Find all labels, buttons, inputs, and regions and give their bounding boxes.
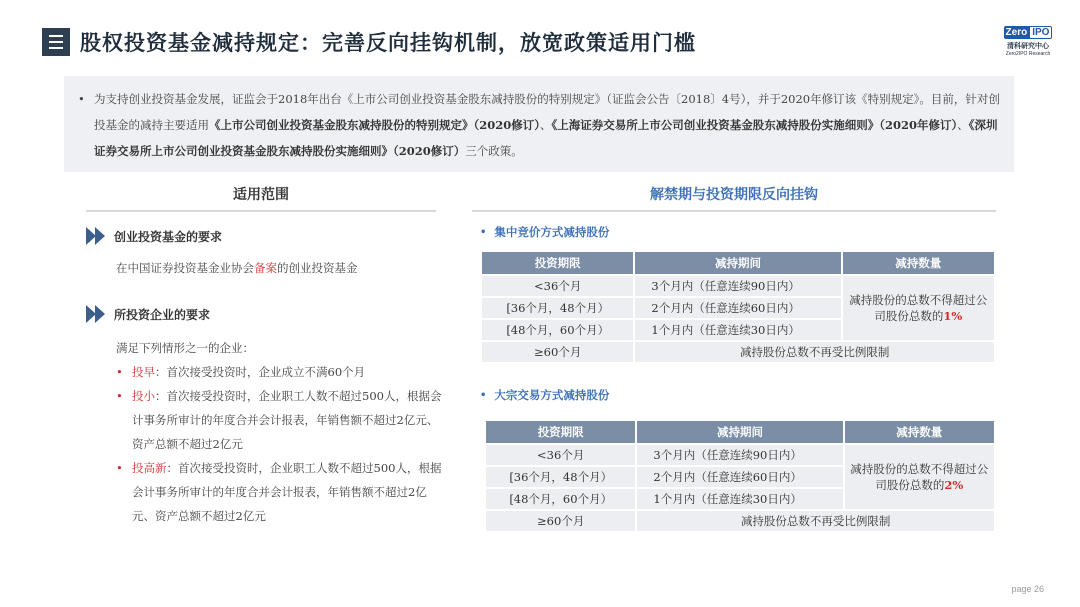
- section-label: 所投资企业的要求: [114, 307, 211, 322]
- company-intro-text: 满足下列情形之一的企业：: [116, 341, 254, 355]
- right-divider: [472, 210, 996, 212]
- logo-en: Zero2IPO Research: [1005, 51, 1051, 57]
- fund-text-b: 的创业投资基金: [277, 261, 358, 275]
- table-cell-qty: [843, 276, 994, 340]
- table-cell: 1个月内（任意连续30日内）: [635, 320, 840, 340]
- table-row: [482, 342, 994, 362]
- subheading-text: 大宗交易方式减持股份: [494, 388, 610, 402]
- fund-text-highlight: 备案: [254, 261, 277, 275]
- table-cell: 2个月内（任意连续60日内）: [637, 467, 842, 487]
- table-row: [486, 445, 994, 465]
- intro-text-2: 三个政策。: [465, 144, 523, 158]
- table-cell: <36个月: [482, 276, 633, 296]
- company-requirements-list: [116, 360, 446, 528]
- list-item: [116, 384, 446, 456]
- qty-text: 减持股份的总数不得超过公司股份总数的: [850, 462, 989, 492]
- subheading-block-trade: [480, 387, 609, 403]
- item-text: 首次接受投资时，企业职工人数不超过500人，根据会计事务所审计的年度合并会计报表，年销售额不超过2亿元、资产总额不超过2亿元: [132, 461, 442, 523]
- table-cell: 3个月内（任意连续90日内）: [637, 445, 842, 465]
- col-header: 投资期限: [482, 252, 633, 274]
- intro-policy-2: 《上海证券交易所上市公司创业投资基金股东减持股份实施细则》（2020年修订）: [551, 118, 958, 132]
- block-trade-table: [484, 419, 996, 533]
- col-header: 减持数量: [843, 252, 994, 274]
- intro-policy-3: 《深圳证券交易所上市公司创业投资基金股东减持股份实施细则》（2020修订）: [94, 118, 998, 158]
- logo-mark-left: Zero: [1005, 27, 1028, 38]
- qty-pct: 1%: [943, 309, 963, 323]
- item-key: 投小: [132, 389, 155, 403]
- table-cell: 3个月内（任意连续90日内）: [635, 276, 840, 296]
- col-header: 投资期限: [486, 421, 635, 443]
- table-cell: <36个月: [486, 445, 635, 465]
- page-number: page 26: [1011, 584, 1044, 594]
- item-sep: ：: [155, 365, 167, 379]
- qty-text: 减持股份的总数不得超过公司股份总数的: [849, 293, 988, 323]
- subheading-text: 集中竞价方式减持股份: [494, 225, 610, 239]
- auction-table: [480, 250, 996, 364]
- item-key: 投早: [132, 365, 155, 379]
- left-heading: 适用范围: [233, 187, 289, 203]
- table-cell: 2个月内（任意连续60日内）: [635, 298, 840, 318]
- bullet: •: [480, 226, 487, 238]
- table-row: [486, 511, 994, 531]
- item-text: 首次接受投资时，企业成立不满60个月: [166, 365, 366, 379]
- intro-sep-2: 、: [957, 118, 969, 132]
- menu-icon[interactable]: [42, 28, 70, 56]
- table-cell: 减持股份总数不再受比例限制: [637, 511, 994, 531]
- col-header: 减持期间: [635, 252, 840, 274]
- right-heading: 解禁期与投资期限反向挂钩: [650, 187, 818, 203]
- table-row: [482, 276, 994, 296]
- col-header: 减持期间: [637, 421, 842, 443]
- table-cell: ≥60个月: [486, 511, 635, 531]
- double-chevron-icon: [86, 305, 104, 323]
- qty-pct: 2%: [944, 478, 964, 492]
- section-fund-requirements: [86, 227, 222, 245]
- table-cell: [48个月，60个月）: [482, 320, 633, 340]
- table-header-row: [482, 252, 994, 274]
- subheading-auction: [480, 224, 609, 240]
- list-item: [116, 456, 446, 528]
- logo-mark-right: IPO: [1029, 26, 1052, 39]
- item-sep: ：: [155, 389, 167, 403]
- table-header-row: [486, 421, 994, 443]
- fund-text-a: 在中国证券投资基金业协会: [116, 261, 254, 275]
- intro-box: [64, 76, 1014, 172]
- table-cell: 1个月内（任意连续30日内）: [637, 489, 842, 509]
- fund-requirement-text: [116, 256, 358, 280]
- table-cell: ≥60个月: [482, 342, 633, 362]
- page-title: 股权投资基金减持规定：完善反向挂钩机制，放宽政策适用门槛: [80, 31, 696, 55]
- table-cell: [36个月，48个月）: [482, 298, 633, 318]
- title-bar: [42, 26, 696, 58]
- logo-cn: 清科研究中心: [1007, 42, 1049, 50]
- intro-text: [76, 86, 1000, 164]
- table-cell-qty: [845, 445, 994, 509]
- item-key: 投高新: [132, 461, 167, 475]
- intro-bullet: •: [78, 92, 85, 106]
- item-text: 首次接受投资时，企业职工人数不超过500人，根据会计事务所审计的年度合并会计报表，年销售额不超过2亿元、资产总额不超过2亿元: [132, 389, 442, 451]
- table-cell: [36个月，48个月）: [486, 467, 635, 487]
- table-cell: 减持股份总数不再受比例限制: [635, 342, 994, 362]
- item-sep: ：: [166, 461, 178, 475]
- col-header: 减持数量: [845, 421, 994, 443]
- table-cell: [48个月，60个月）: [486, 489, 635, 509]
- list-item: [116, 360, 446, 384]
- bullet: •: [480, 389, 487, 401]
- section-label: 创业投资基金的要求: [114, 229, 223, 244]
- left-divider: [86, 210, 436, 212]
- double-chevron-icon: [86, 227, 104, 245]
- section-company-requirements: [86, 305, 210, 323]
- intro-policy-1: 《上市公司创业投资基金股东减持股份的特别规定》（2020修订）: [209, 118, 541, 132]
- intro-sep-1: 、: [540, 118, 552, 132]
- intro-text-1: 为支持创业投资基金发展，证监会于2018年出台《上市公司创业投资基金股东减持股份的特别规定》（证监会公告〔2018〕4号），并于2020年修订该《特别规定》。目前，针对创投基金的减持主要适用: [94, 92, 1000, 132]
- zero2ipo-logo: [1000, 26, 1056, 57]
